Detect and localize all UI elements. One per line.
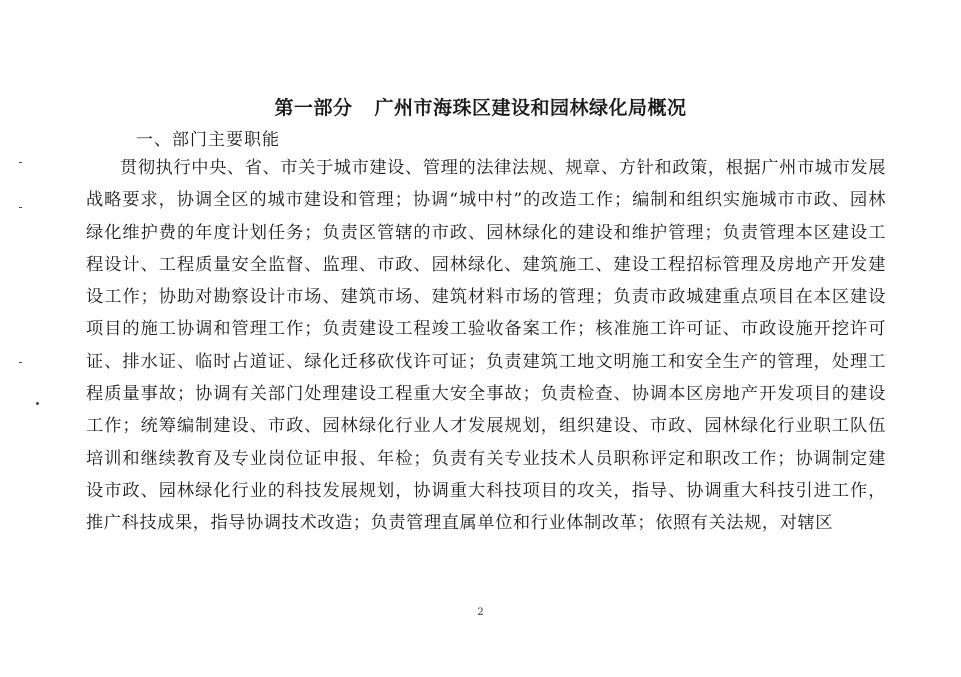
scan-speck — [19, 362, 22, 363]
body-paragraph: 贯彻执行中央、省、市关于城市建设、管理的法律法规、规章、方针和政策，根据广州市城市发展战略要求，协调全区的城市建设和管理；协调“城中村”的改造工作；编制和组织实施城市市政、园林绿化维护费的年度计划任务；负责区管辖的市政、园林绿化的建设和维护管理；负责管理本区建设工程设计、工程质量安全监督、监理、市政、园林绿化、建筑施工、建设工程招标管理及房地产开发建设工作；协助对勘察设计市场、建筑市场、建筑材料市场的管理；负责市政城建重点项目在本区建设项目的施工协调和管理工作；负责建设工程竣工验收备案工作；核准施工许可证、市政设施开挖许可证、排水证、临时占道证、绿化迁移砍伐许可证；负责建筑工地文明施工和安全生产的管理，处理工程质量事故；协调有关部门处理建设工程重大安全事故；负责检查、协调本区房地产开发项目的建设工作；统筹编制建设、市政、园林绿化行业人才发展规划，组织建设、市政、园林绿化行业职工队伍培训和继续教育及专业岗位证申报、年检；负责有关专业技术人员职称评定和职改工作；协调制定建设市政、园林绿化行业的科技发展规划，协调重大科技项目的攻关，指导、协调重大科技引进工作，推广科技成果，指导协调技术改造；负责管理直属单位和行业体制改革；依照有关法规，对辖区 — [86, 158, 886, 534]
scan-speck — [36, 402, 39, 405]
section-title: 一、部门主要职能 — [136, 130, 280, 150]
heading-title: 广州市海珠区建设和园林绿化局概况 — [374, 97, 687, 119]
scan-speck — [19, 207, 22, 208]
page-heading — [0, 93, 961, 120]
page-number: 2 — [477, 607, 484, 618]
scan-speck — [19, 162, 22, 163]
heading-part-label: 第一部分 — [274, 97, 353, 119]
